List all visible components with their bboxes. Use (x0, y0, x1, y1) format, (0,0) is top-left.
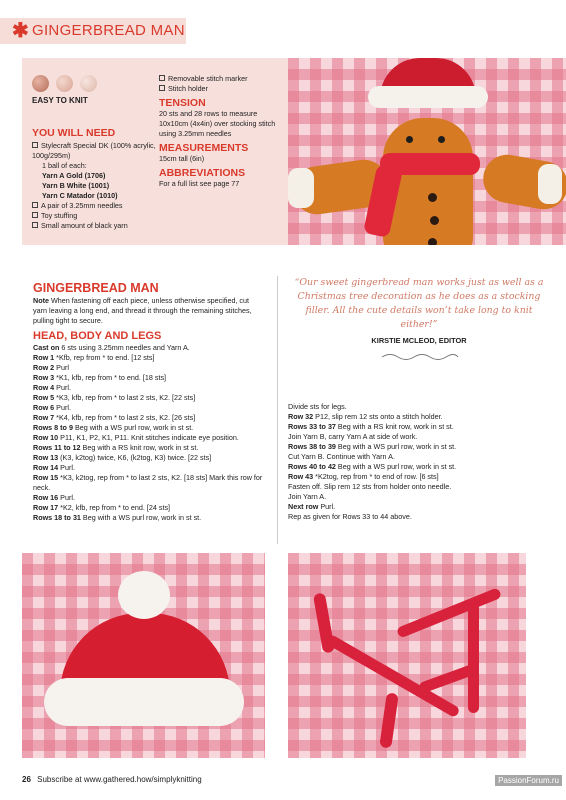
pattern-row: Row 6 Purl. (33, 403, 71, 412)
gingerbread-button (428, 238, 437, 245)
gingerbread-hat-brim (368, 86, 488, 108)
column-divider (277, 276, 278, 544)
pattern-row: Divide sts for legs. (288, 402, 347, 411)
info-box (22, 58, 288, 245)
editor-quote: “Our sweet gingerbread man works just as well as a Christmas tree decoration as he does as a stocking filler. All the cute details won’t take long to knit either!” (294, 277, 544, 330)
page-footer (22, 775, 202, 784)
skill-level: EASY TO KNIT (32, 96, 88, 105)
list-item: Toy stuffing (32, 211, 157, 221)
abbreviations-text: For a full list see page 77 (159, 179, 240, 188)
pattern-row: Row 1 *Kfb, rep from * to end. [12 sts] (33, 353, 155, 362)
info-column-right (159, 74, 284, 189)
tension-title: TENSION (159, 97, 206, 109)
abbreviations-title: ABBREVIATIONS (159, 167, 246, 179)
checkbox-icon (159, 85, 165, 91)
pattern-continued (288, 402, 528, 522)
list-item: Yarn C Matador (1010) (42, 191, 118, 200)
checkbox-icon (32, 222, 38, 228)
checkbox-icon (32, 202, 38, 208)
list-item: Stylecraft Special DK (100% acrylic, 100g/295m) (32, 141, 156, 160)
pattern-row: Rows 18 to 31 Beg with a WS purl row, work in st st. (33, 513, 202, 522)
you-will-need-title: YOU WILL NEED (32, 127, 116, 139)
gingerbread-eye (438, 136, 445, 143)
skill-rating (32, 75, 102, 93)
measurements-text: 15cm tall (6in) (159, 154, 205, 163)
scarf-loop (468, 603, 479, 713)
checkbox-icon (32, 142, 38, 148)
watermark: PassionForum.ru (495, 775, 562, 786)
pattern-row: Rows 11 to 12 Beg with a RS knit row, work in st st. (33, 443, 199, 452)
materials-list (32, 141, 157, 231)
pattern-row: Row 5 *K3, kfb, rep from * to last 2 sts, K2. [22 sts] (33, 393, 196, 402)
pattern-row: Row 14 Purl. (33, 463, 75, 472)
list-item: 1 ball of each: (42, 161, 87, 170)
pattern-row: Rows 33 to 37 Beg with a RS knit row, work in st st. (288, 422, 454, 431)
pattern-row: Row 17 *K2, kfb, rep from * to end. [24 sts] (33, 503, 171, 512)
pattern-row: Row 15 *K3, k2tog, rep from * to last 2 sts, K2. [18 sts] Mark this row for neck. (33, 473, 263, 492)
page-number: 26 (22, 775, 31, 784)
pattern-row: Row 32 P12, slip rem 12 sts onto a stitch holder. (288, 412, 443, 421)
quote-author: KIRSTIE MCLEOD, EDITOR (371, 336, 467, 345)
yarn-ball-icon (56, 75, 73, 92)
yarn-ball-icon (32, 75, 49, 92)
pattern-row: Rep as given for Rows 33 to 44 above. (288, 512, 412, 521)
pattern-row: Join Yarn B, carry Yarn A at side of work. (288, 432, 418, 441)
pattern-title: GINGERBREAD MAN (33, 281, 159, 295)
pattern-row: Row 2 Purl (33, 363, 69, 372)
gingerbread-cuff (538, 164, 562, 204)
hat-photo (22, 553, 265, 758)
subscribe-link[interactable]: Subscribe at www.gathered.how/simplyknitting (37, 775, 202, 784)
pattern-row: Rows 38 to 39 Beg with a WS purl row, work in st st. (288, 442, 457, 451)
pattern-row: Next row Purl. (288, 502, 336, 511)
pattern-row: Row 4 Purl. (33, 383, 71, 392)
list-item: Small amount of black yarn (32, 221, 157, 231)
gingerbread-button (430, 216, 439, 225)
pattern-row: Row 43 *K2tog, rep from * to end of row. [6 sts] (288, 472, 439, 481)
pattern-row: Row 13 (K3, k2tog) twice, K6, (k2tog, K3) twice. [22 sts] (33, 453, 212, 462)
pattern-row: Fasten off. Slip rem 12 sts from holder onto needle. (288, 482, 452, 491)
header-title: GINGERBREAD MAN (32, 22, 185, 39)
pattern-row: Rows 8 to 9 Beg with a WS purl row, work in st st. (33, 423, 194, 432)
checkbox-icon (159, 75, 165, 81)
pattern-row: Cast on 6 sts using 3.25mm needles and Yarn A. (33, 343, 190, 352)
pattern-rows (33, 343, 263, 523)
squiggle-ornament (380, 352, 460, 362)
gingerbread-man-photo (288, 58, 566, 245)
list-item: Yarn A Gold (1706) (42, 171, 106, 180)
gingerbread-button (428, 193, 437, 202)
checkbox-icon (32, 212, 38, 218)
pattern-row: Row 7 *K4, kfb, rep from * to last 2 sts, K2. [26 sts] (33, 413, 196, 422)
scarf-segment (396, 587, 502, 638)
gingerbread-eye (406, 136, 413, 143)
pattern-row: Row 3 *K1, kfb, rep from * to end. [18 sts] (33, 373, 167, 382)
section-header (0, 18, 186, 44)
gingerbread-cuff (288, 168, 314, 208)
pattern-row: Rows 40 to 42 Beg with a WS purl row, work in st st. (288, 462, 457, 471)
measurements-title: MEASUREMENTS (159, 142, 249, 154)
section-subtitle: HEAD, BODY AND LEGS (33, 330, 162, 342)
scarf-fringe (379, 692, 399, 748)
asterisk-icon: ✱ (12, 20, 29, 42)
list-item: A pair of 3.25mm needles (32, 201, 157, 211)
pattern-row: Cut Yarn B. Continue with Yarn A. (288, 452, 395, 461)
pattern-row: Row 10 P11, K1, P2, K1, P11. Knit stitches indicate eye position. (33, 433, 239, 442)
hat-pompom (118, 571, 170, 619)
hat-brim (44, 678, 244, 726)
yarn-ball-icon (80, 75, 97, 92)
list-item: Removable stitch marker (159, 74, 284, 84)
list-item: Yarn B White (1001) (42, 181, 110, 190)
pattern-row: Row 16 Purl. (33, 493, 75, 502)
scarf-photo (288, 553, 526, 758)
pattern-instructions (33, 296, 263, 523)
pattern-note: Note When fastening off each piece, unless otherwise specified, cut yarn leaving a long end, and thread it through the remaining stitches, pulling tight to secure. (33, 296, 252, 325)
list-item: Stitch holder (159, 84, 284, 94)
tension-text: 20 sts and 28 rows to measure 10x10cm (4x4in) over stocking stitch using 3.25mm needles (159, 109, 276, 138)
pattern-row: Join Yarn A. (288, 492, 327, 501)
